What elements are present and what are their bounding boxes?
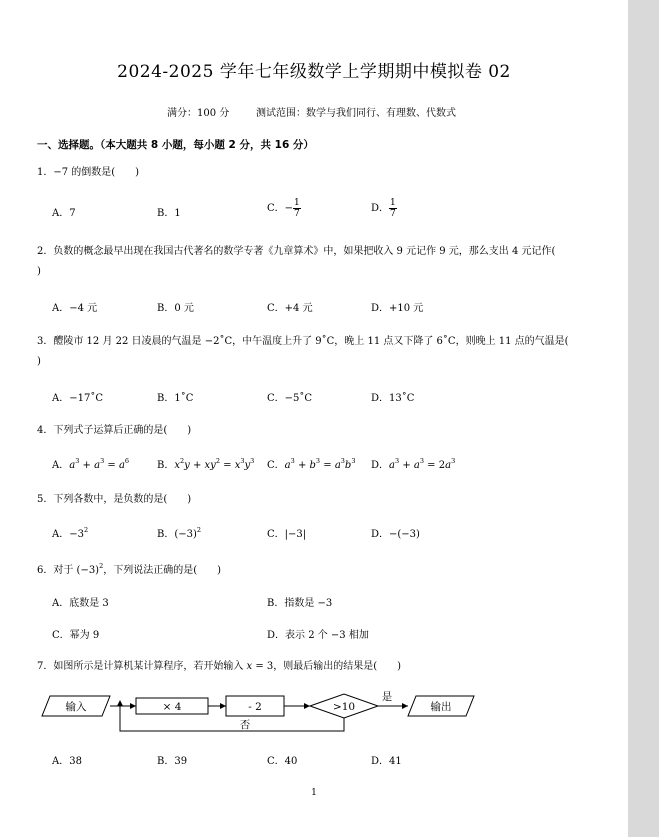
page-number: 1 xyxy=(311,788,317,798)
q5-option-c: C．|−3| xyxy=(267,529,307,540)
flowchart-diagram xyxy=(38,688,478,736)
q7-option-d: D．41 xyxy=(371,756,402,767)
question-1: 1．−7 的倒数是( ) xyxy=(37,167,140,178)
question-4: 4．下列式子运算后正确的是( ) xyxy=(37,425,192,436)
q2-option-c: C．+4 元 xyxy=(267,303,313,314)
viewer-scrollbar-track[interactable] xyxy=(628,0,659,837)
q7-option-a: A．38 xyxy=(52,756,82,767)
q6-option-c: C．幂为 9 xyxy=(52,630,100,641)
q1-option-c: C．− $\frac{1}{7}$ xyxy=(267,198,300,219)
q6-option-a: A．底数是 3 xyxy=(52,598,109,609)
section-heading: 一、选择题。（本大题共 8 小题，每小题 2 分，共 16 分） xyxy=(37,139,314,151)
flow-no-label: 否 xyxy=(239,719,251,731)
q5-option-b: B．$(-3)^2$ xyxy=(157,526,202,540)
test-scope: 测试范围：数学与我们同行、有理数、代数式 xyxy=(256,108,456,119)
q1-option-d: D． $\frac{1}{7}$ xyxy=(371,198,396,219)
flow-input-label: 输入 xyxy=(65,701,87,713)
q3-option-c: C．−5˚C xyxy=(267,393,313,404)
q5-option-d: D．−(−3) xyxy=(371,529,420,540)
q6-option-b: B．指数是 −3 xyxy=(267,598,333,609)
q2-option-a: A．−4 元 xyxy=(52,303,98,314)
q3-option-d: D．13˚C xyxy=(371,393,415,404)
question-3: 3．醴陵市 12 月 22 日凌晨的气温是 −2˚C，中午温度上升了 9˚C，晚上 11 点又下降了 6˚C，则晚上 11 点的气温是( xyxy=(37,336,569,347)
flow-output-label: 输出 xyxy=(430,701,452,713)
question-3-cont: ) xyxy=(37,356,41,367)
q1-option-a: A．7 xyxy=(52,208,76,219)
question-7: 7．如图所示是计算机某计算程序，若开始输入 x = 3，则最后输出的结果是( ) xyxy=(37,661,402,672)
page-title: 2024-2025 学年七年级数学上学期期中模拟卷 02 xyxy=(117,62,511,82)
q6-option-d: D．表示 2 个 −3 相加 xyxy=(267,630,369,641)
q5-option-a: A．$-3^2$ xyxy=(52,526,89,540)
question-5: 5．下列各数中，是负数的是( ) xyxy=(37,494,192,505)
flow-sub-label: - 2 xyxy=(248,701,262,713)
question-6: 6．对于 $(-3)^2$，下列说法正确的是( ) xyxy=(37,562,222,576)
q4-option-c: C．$a^3 + b^3 = a^3b^3$ xyxy=(267,457,356,471)
q4-option-d: D．$a^3 + a^3 = 2a^3$ xyxy=(371,457,456,471)
flow-loop-line xyxy=(120,706,344,731)
q3-option-b: B．1˚C xyxy=(157,393,194,404)
q2-option-d: D．+10 元 xyxy=(371,303,424,314)
full-score: 满分：100 分 xyxy=(167,108,230,119)
q4-option-a: A．$a^3 + a^3 = a^6$ xyxy=(52,457,130,471)
q7-option-b: B．39 xyxy=(157,756,188,767)
flow-cond-label: >10 xyxy=(332,701,356,713)
flow-mult-label: × 4 xyxy=(162,701,182,713)
q1-option-b: B．1 xyxy=(157,208,181,219)
flow-yes-label: 是 xyxy=(381,691,393,703)
question-2-cont: ) xyxy=(37,266,41,277)
q4-option-b: B．$x^2y + xy^2 = x^3y^3$ xyxy=(157,457,255,471)
q3-option-a: A．−17˚C xyxy=(52,393,103,404)
q7-option-c: C．40 xyxy=(267,756,298,767)
question-2: 2．负数的概念最早出现在我国古代著名的数学专著《九章算术》中，如果把收入 9 元记作 9 元，那么支出 4 元记作( xyxy=(37,246,556,257)
q2-option-b: B．0 元 xyxy=(157,303,194,314)
